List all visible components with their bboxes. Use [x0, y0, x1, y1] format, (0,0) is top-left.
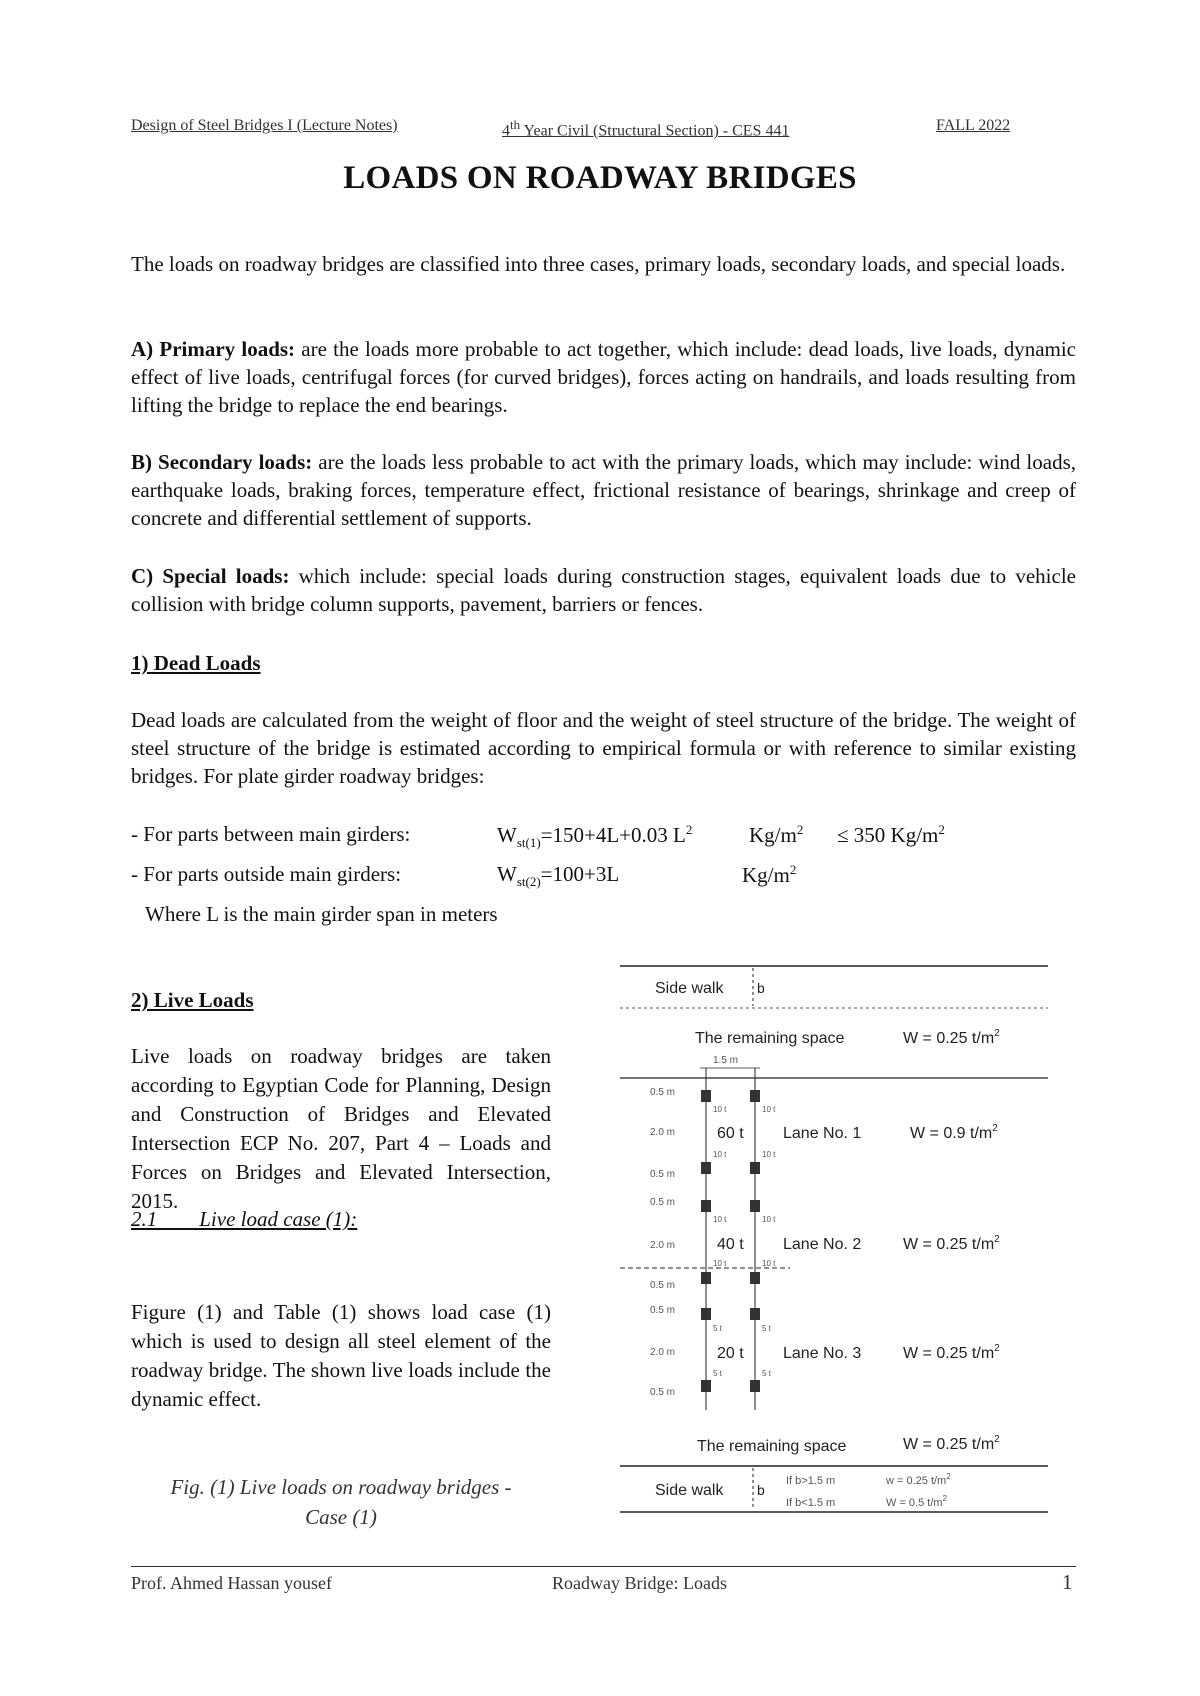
- lane3-wheel-d: 5 t: [762, 1369, 771, 1378]
- remaining-space-bottom-w-sup: 2: [994, 1434, 1000, 1445]
- dead-loads-paragraph: Dead loads are calculated from the weight of floor and the weight of steel structure of the bridge. The weight of steel structure of the bridge is estimated according to empirical formula or with reference to similar existing bridges. For plate girder roadway bridges:: [131, 708, 1076, 788]
- footer-topic: Roadway Bridge: Loads: [552, 1573, 727, 1593]
- wheel-l1-c: [701, 1162, 711, 1174]
- sidewalk-cond-1-w-sup: 2: [946, 1472, 951, 1481]
- wheel-l3-b: [750, 1308, 760, 1320]
- special-loads-paragraph: [131, 562, 1076, 618]
- lane2-load: 40 t: [717, 1236, 744, 1253]
- figure-caption-line-2: Case (1): [305, 1505, 377, 1529]
- special-loads-label: C) Special loads:: [131, 564, 290, 588]
- sidewalk-cond-1-w-text: w = 0.25 t/m: [886, 1475, 947, 1487]
- dim-l2-mid: 2.0 m: [650, 1240, 676, 1251]
- formula-1-sup: 2: [685, 822, 693, 837]
- remaining-space-bottom-w: [903, 1434, 1000, 1453]
- wheel-l2-d: [750, 1272, 760, 1284]
- sidewalk-cond-1-w: [885, 1472, 951, 1487]
- header-term: FALL 2022: [936, 117, 1011, 134]
- formula-1-label: - For parts between main girders:: [131, 822, 411, 846]
- dim-l1-mid: 2.0 m: [650, 1127, 676, 1138]
- wheel-l1-a: [701, 1090, 711, 1102]
- sidewalk-bottom-label: Side walk: [655, 1482, 724, 1499]
- lane1-wheel-a: 10 t: [713, 1105, 727, 1114]
- formula-1-unit-sup: 2: [796, 822, 804, 837]
- lane1-wheel-c: 10 t: [713, 1150, 727, 1159]
- lane3-label: Lane No. 3: [783, 1345, 862, 1362]
- formula-2-unit: [742, 862, 796, 888]
- wheel-l3-d: [750, 1380, 760, 1392]
- dim-l1-top: 0.5 m: [650, 1087, 676, 1098]
- header-year-sup: th: [510, 117, 521, 132]
- sidewalk-cond-2-w-sup: 2: [942, 1494, 947, 1503]
- sidewalk-top-label: Side walk: [655, 980, 724, 997]
- lane2-wheel-a: 10 t: [713, 1215, 727, 1224]
- dim-l3-mid: 2.0 m: [650, 1347, 676, 1358]
- footer-page-number: 1: [1062, 1570, 1073, 1594]
- footer-author: Prof. Ahmed Hassan yousef: [131, 1573, 332, 1593]
- sidewalk-cond-2: If b<1.5 m: [786, 1497, 836, 1509]
- dead-loads-heading: 1) Dead Loads: [131, 651, 261, 675]
- lane2-w-sup: 2: [994, 1234, 1000, 1245]
- lane2-label: Lane No. 2: [783, 1236, 862, 1253]
- remaining-space-top-w-text: W = 0.25 t/m: [903, 1030, 995, 1047]
- lane3-load: 20 t: [717, 1345, 744, 1362]
- page-title: LOADS ON ROADWAY BRIDGES: [343, 160, 857, 196]
- formula-1-sub: st(1): [516, 835, 541, 851]
- remaining-space-bottom: The remaining space: [697, 1438, 847, 1455]
- formula-2-unit-sup: 2: [789, 862, 797, 877]
- lane3-wheel-a: 5 t: [713, 1324, 722, 1333]
- lane3-w-sup: 2: [994, 1343, 1000, 1354]
- secondary-loads-paragraph: [131, 448, 1076, 532]
- formula-2-label: - For parts outside main girders:: [131, 862, 402, 886]
- lane1-w-sup: 2: [992, 1123, 998, 1134]
- wheel-l2-a: [701, 1200, 711, 1212]
- lane3-wheel-c: 5 t: [713, 1369, 722, 1378]
- formula-1: [497, 822, 692, 851]
- formula-1-limit-text: ≤ 350 Kg/m: [837, 823, 939, 847]
- remaining-space-bottom-w-text: W = 0.25 t/m: [903, 1436, 995, 1453]
- header-year-num: 4: [502, 122, 510, 140]
- special-loads-text: which include: special loads during construction stages, equivalent loads due to vehicle collision with bridge column supports, pavement, barriers or fences.: [131, 564, 1076, 616]
- wheel-l2-b: [750, 1200, 760, 1212]
- wheel-l3-c: [701, 1380, 711, 1392]
- remaining-space-top: The remaining space: [695, 1030, 845, 1047]
- lane2-wheel-b: 10 t: [762, 1215, 776, 1224]
- wheel-l3-a: [701, 1308, 711, 1320]
- footer-rule: [131, 1566, 1076, 1567]
- sidewalk-cond-2-w: [886, 1494, 948, 1509]
- figure-caption-line-1: Fig. (1) Live loads on roadway bridges -: [170, 1475, 512, 1499]
- live-load-diagram: [600, 955, 1060, 1515]
- formula-2-expr: =100+3L: [540, 862, 620, 886]
- primary-loads-paragraph: [131, 335, 1076, 419]
- wheel-l1-b: [750, 1090, 760, 1102]
- live-load-case-heading: 2.1 Live load case (1):: [131, 1207, 358, 1231]
- lane1-w-text: W = 0.9 t/m: [910, 1125, 993, 1142]
- lane3-wheel-b: 5 t: [762, 1324, 771, 1333]
- lane2-wheel-d: 10 t: [762, 1259, 776, 1268]
- sidewalk-top-b: b: [757, 980, 765, 996]
- formula-2: [497, 862, 619, 890]
- formula-1-unit-text: Kg/m: [749, 823, 797, 847]
- dim-l1-bot: 0.5 m: [650, 1169, 676, 1180]
- remaining-space-top-w: [903, 1028, 1000, 1047]
- header-course: Design of Steel Bridges I (Lecture Notes): [131, 117, 398, 134]
- lane1-label: Lane No. 1: [783, 1125, 862, 1142]
- sidewalk-bottom-b: b: [757, 1482, 765, 1498]
- secondary-loads-text: are the loads less probable to act with the primary loads, which may include: wind loads, earthquake loads, braking forces, temperature effect, frictional resistance of bearings, shrinkage and creep of concrete and differential settlement of supports.: [131, 450, 1077, 530]
- lane3-w-text: W = 0.25 t/m: [903, 1345, 995, 1362]
- formula-1-limit: [837, 822, 945, 848]
- lane3-w: [903, 1343, 1000, 1362]
- dim-l3-top: 0.5 m: [650, 1305, 676, 1316]
- wheel-l2-c: [701, 1272, 711, 1284]
- lane1-wheel-b: 10 t: [762, 1105, 776, 1114]
- sidewalk-cond-2-w-text: W = 0.5 t/m: [886, 1497, 943, 1509]
- wheel-l1-d: [750, 1162, 760, 1174]
- intro-paragraph: The loads on roadway bridges are classified into three cases, primary loads, secondary loads, and special loads.: [131, 252, 1066, 276]
- formula-1-w: W: [497, 823, 517, 847]
- primary-loads-text: are the loads more probable to act together, which include: dead loads, live loads, dynamic effect of live loads, centrifugal forces (for curved bridges), forces acting on handrails, and loads resulting from lifting the bridge to replace the end bearings.: [131, 337, 1077, 417]
- live-loads-heading: 2) Live Loads: [131, 988, 254, 1012]
- dim-l2-top: 0.5 m: [650, 1197, 676, 1208]
- lane2-wheel-c: 10 t: [713, 1259, 727, 1268]
- dim-l2-bot: 0.5 m: [650, 1280, 676, 1291]
- formula-1-limit-sup: 2: [938, 822, 945, 837]
- lane2-w: [903, 1234, 1000, 1253]
- formula-where: Where L is the main girder span in meters: [145, 902, 498, 926]
- live-load-case-paragraph: Figure (1) and Table (1) shows load case (1) which is used to design all steel element of the roadway bridge. The shown live loads include the dynamic effect.: [131, 1300, 551, 1411]
- header-year-rest: Year Civil (Structural Section) - CES 441: [520, 122, 790, 140]
- lane2-w-text: W = 0.25 t/m: [903, 1236, 995, 1253]
- axle-width-label: 1.5 m: [713, 1055, 739, 1066]
- lane1-w: [910, 1123, 998, 1142]
- dim-l3-bot: 0.5 m: [650, 1387, 676, 1398]
- secondary-loads-label: B) Secondary loads:: [131, 450, 313, 474]
- primary-loads-label: A) Primary loads:: [131, 337, 296, 361]
- formula-2-unit-text: Kg/m: [742, 863, 790, 887]
- formula-2-w: W: [497, 862, 517, 886]
- header-year: [502, 117, 789, 140]
- formula-1-unit: [749, 822, 803, 848]
- formula-1-expr: =150+4L+0.03 L: [540, 823, 686, 847]
- formula-2-sub: st(2): [516, 874, 541, 890]
- live-loads-paragraph: Live loads on roadway bridges are taken according to Egyptian Code for Planning, Design and Construction of Bridges and Elevated Intersection ECP No. 207, Part 4 – Loads and Forces on Bridges and Elevated Intersection, 2015.: [131, 1044, 551, 1213]
- sidewalk-cond-1: If b>1.5 m: [786, 1475, 836, 1487]
- lane1-load: 60 t: [717, 1125, 744, 1142]
- lane1-wheel-d: 10 t: [762, 1150, 776, 1159]
- remaining-space-top-w-sup: 2: [994, 1028, 1000, 1039]
